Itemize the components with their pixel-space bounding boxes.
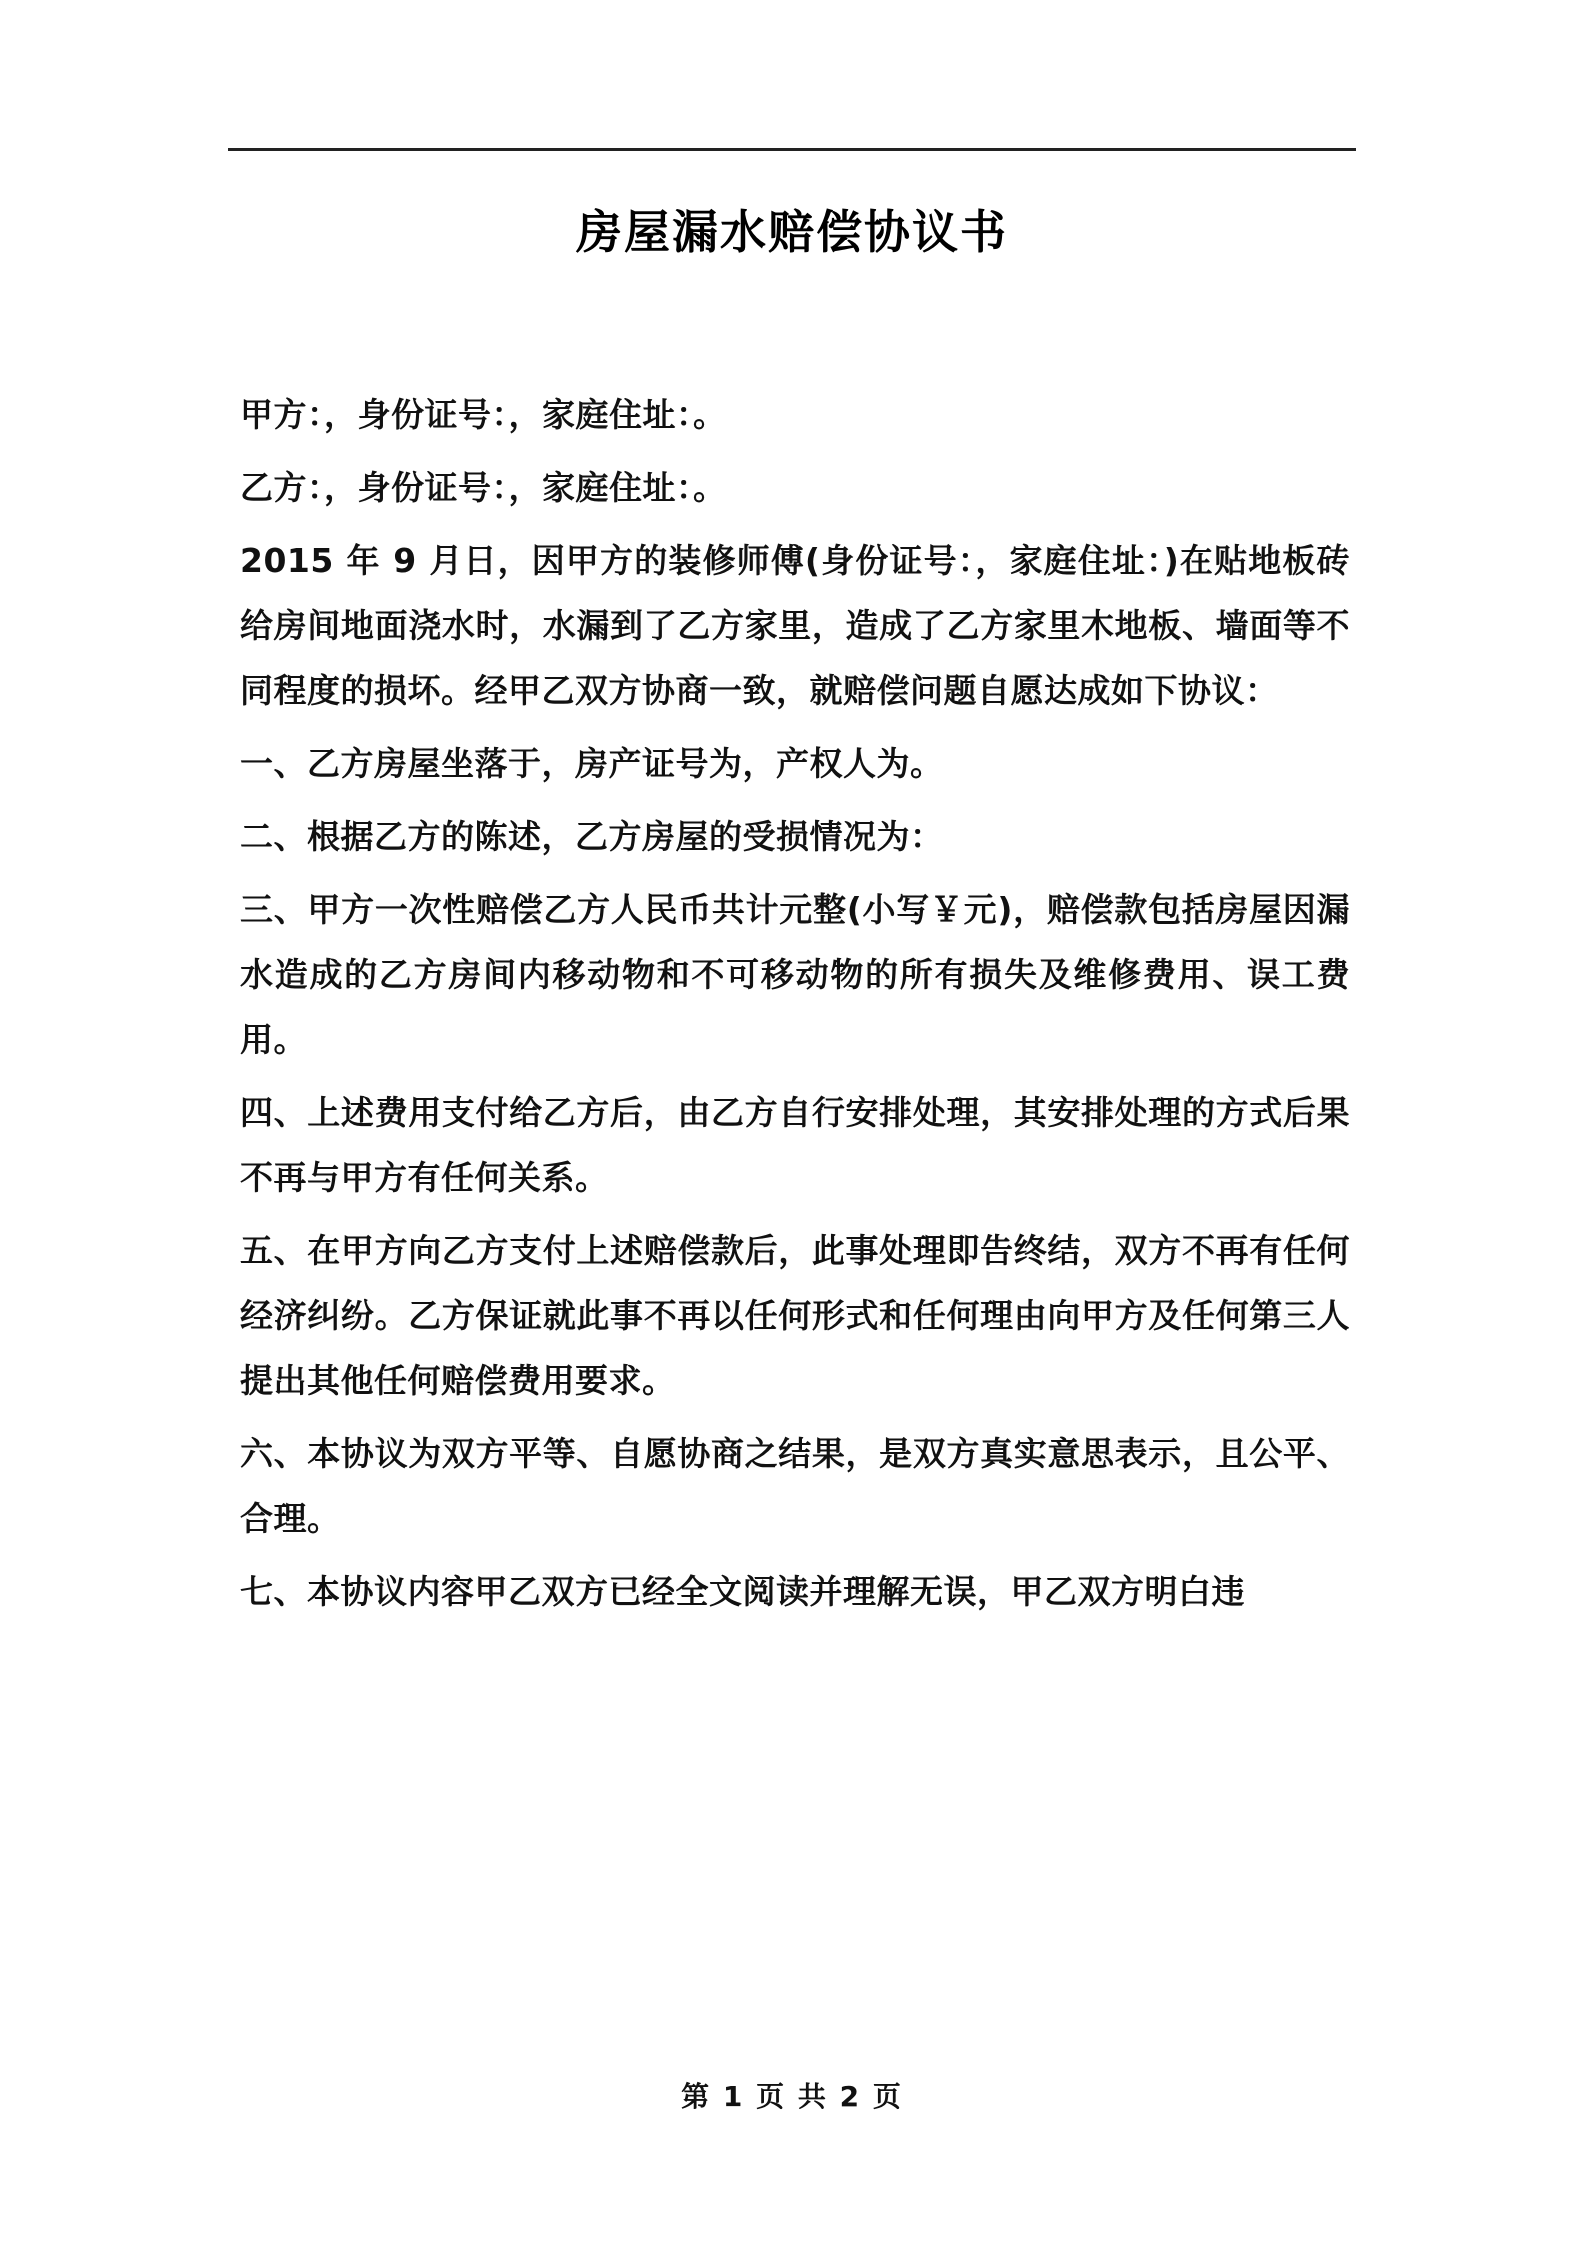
page-title: 房屋漏水赔偿协议书 [576, 205, 1008, 259]
paragraph-incident: 2015 年 9 月日，因甲方的装修师傅(身份证号：，家庭住址：)在贴地板砖给房间地面浇水时，水漏到了乙方家里，造成了乙方家里木地板、墙面等不同程度的损坏。经甲乙双方协商一致，就赔偿问题自愿达成如下协议： [240, 541, 1350, 710]
paragraph-clause-2: 二、根据乙方的陈述，乙方房屋的受损情况为： [240, 817, 944, 856]
page-footer: 第 1 页 共 2 页 [681, 2080, 903, 2113]
paragraph-clause-4: 四、上述费用支付给乙方后，由乙方自行安排处理，其安排处理的方式后果不再与甲方有任何关系。 [240, 1093, 1350, 1197]
header-divider [228, 148, 1356, 151]
paragraph-clause-3: 三、甲方一次性赔偿乙方人民币共计元整(小写￥元)，赔偿款包括房屋因漏水造成的乙方房间内移动物和不可移动物的所有损失及维修费用、误工费用。 [240, 890, 1350, 1059]
paragraph-clause-6: 六、本协议为双方平等、自愿协商之结果，是双方真实意思表示，且公平、合理。 [240, 1434, 1350, 1538]
paragraph-clause-1: 一、乙方房屋坐落于，房产证号为，产权人为。 [240, 744, 944, 783]
paragraph-clause-7: 七、本协议内容甲乙双方已经全文阅读并理解无误，甲乙双方明白违 [240, 1572, 1245, 1611]
paragraph-party-a: 甲方：，身份证号：，家庭住址：。 [240, 395, 727, 434]
document-body [240, 382, 1350, 1630]
paragraph-clause-5: 五、在甲方向乙方支付上述赔偿款后，此事处理即告终结，双方不再有任何经济纠纷。乙方保证就此事不再以任何形式和任何理由向甲方及任何第三人提出其他任何赔偿费用要求。 [240, 1231, 1350, 1400]
paragraph-party-b: 乙方：，身份证号：，家庭住址：。 [240, 468, 727, 507]
